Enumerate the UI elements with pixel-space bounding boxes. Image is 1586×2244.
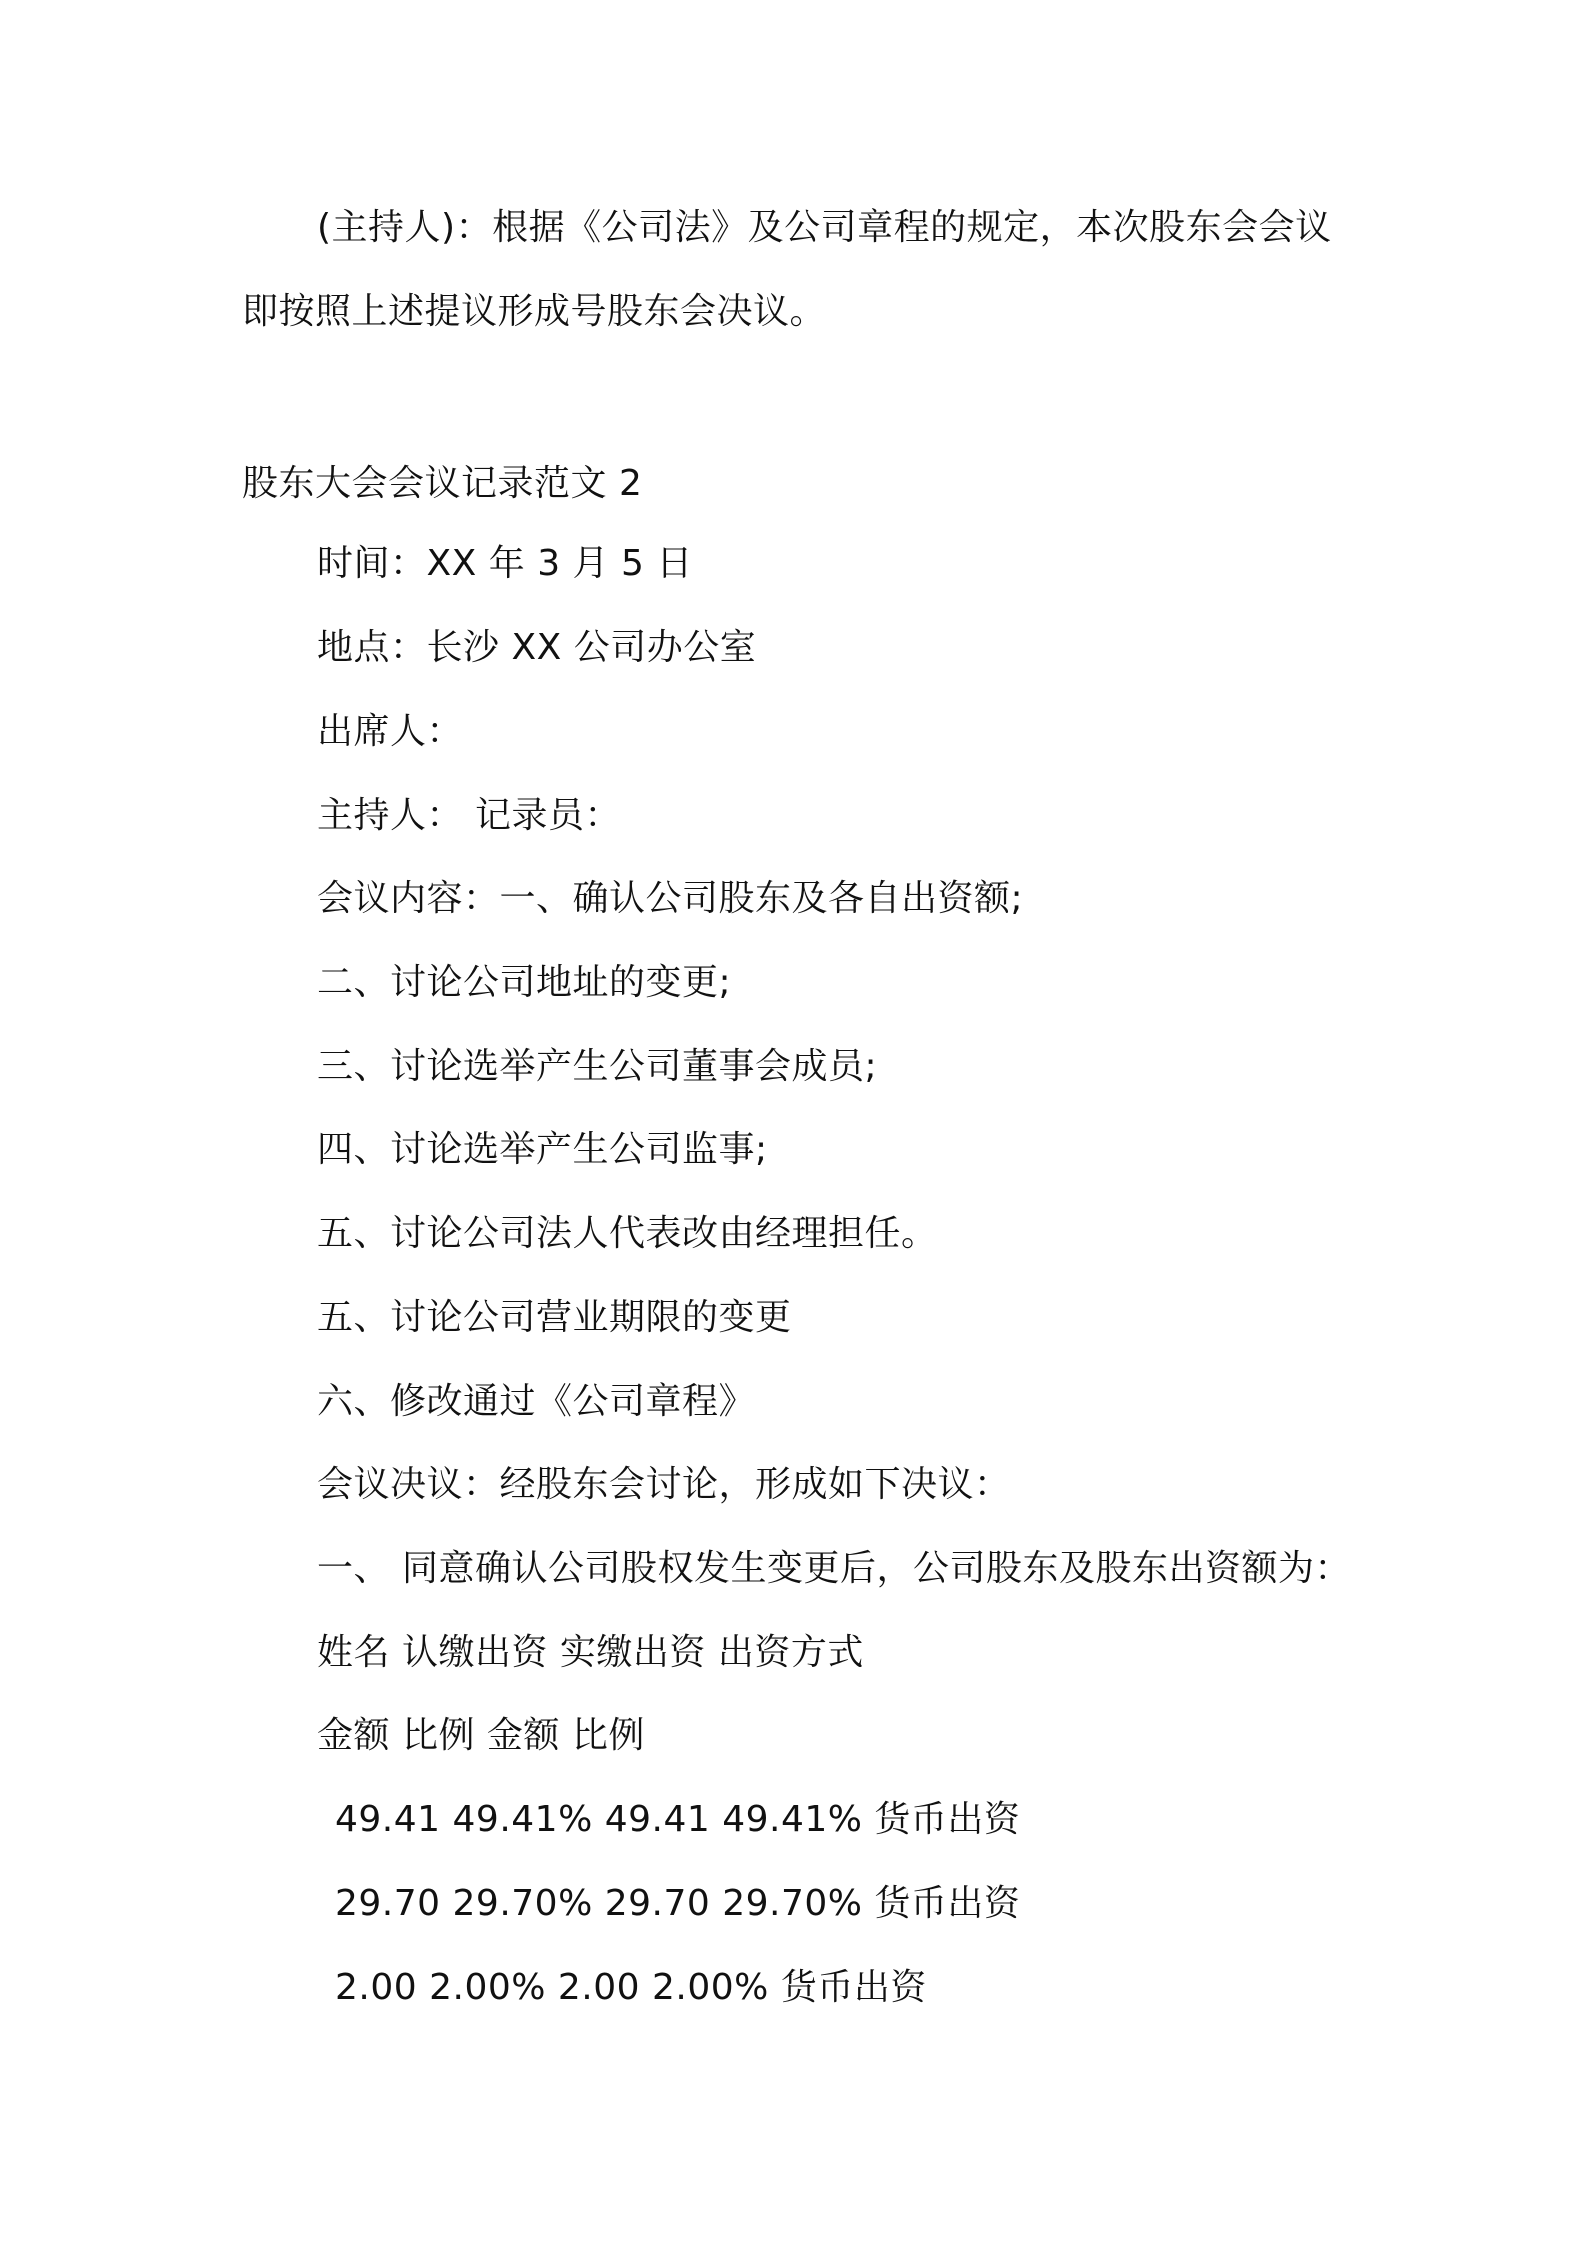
- resolution-item-one: 一、 同意确认公司股权发生变更后，公司股东及股东出资额为：: [317, 1548, 1351, 1589]
- paragraph-host-statement-line1: (主持人)：根据《公司法》及公司章程的规定，本次股东会会议: [317, 207, 1332, 248]
- meeting-attendees: 出席人：: [317, 711, 464, 752]
- agenda-item: 五、讨论公司营业期限的变更: [317, 1297, 792, 1338]
- agenda-item: 六、修改通过《公司章程》: [317, 1381, 756, 1422]
- paragraph-host-statement-line2: 即按照上述提议形成号股东会决议。: [242, 291, 827, 332]
- meeting-host-recorder: 主持人： 记录员：: [317, 795, 621, 836]
- meeting-place: 地点：长沙 XX 公司办公室: [317, 627, 757, 668]
- agenda-item: 二、讨论公司地址的变更;: [317, 962, 732, 1003]
- table-row: 29.70 29.70% 29.70 29.70% 货币出资: [335, 1883, 1021, 1924]
- table-subheader-row: 金额 比例 金额 比例: [317, 1715, 645, 1756]
- table-header-row: 姓名 认缴出资 实缴出资 出资方式: [317, 1632, 864, 1673]
- resolution-intro: 会议决议：经股东会讨论，形成如下决议：: [317, 1464, 1011, 1505]
- agenda-item: 四、讨论选举产生公司监事;: [317, 1129, 768, 1170]
- meeting-time: 时间：XX 年 3 月 5 日: [317, 543, 693, 584]
- table-row: 49.41 49.41% 49.41 49.41% 货币出资: [335, 1799, 1021, 1840]
- table-row: 2.00 2.00% 2.00 2.00% 货币出资: [335, 1967, 927, 2008]
- agenda-item: 三、讨论选举产生公司董事会成员;: [317, 1046, 878, 1087]
- agenda-item: 五、讨论公司法人代表改由经理担任。: [317, 1213, 938, 1254]
- section-title: 股东大会会议记录范文 2: [242, 463, 643, 504]
- agenda-item: 会议内容：一、确认公司股东及各自出资额;: [317, 878, 1024, 919]
